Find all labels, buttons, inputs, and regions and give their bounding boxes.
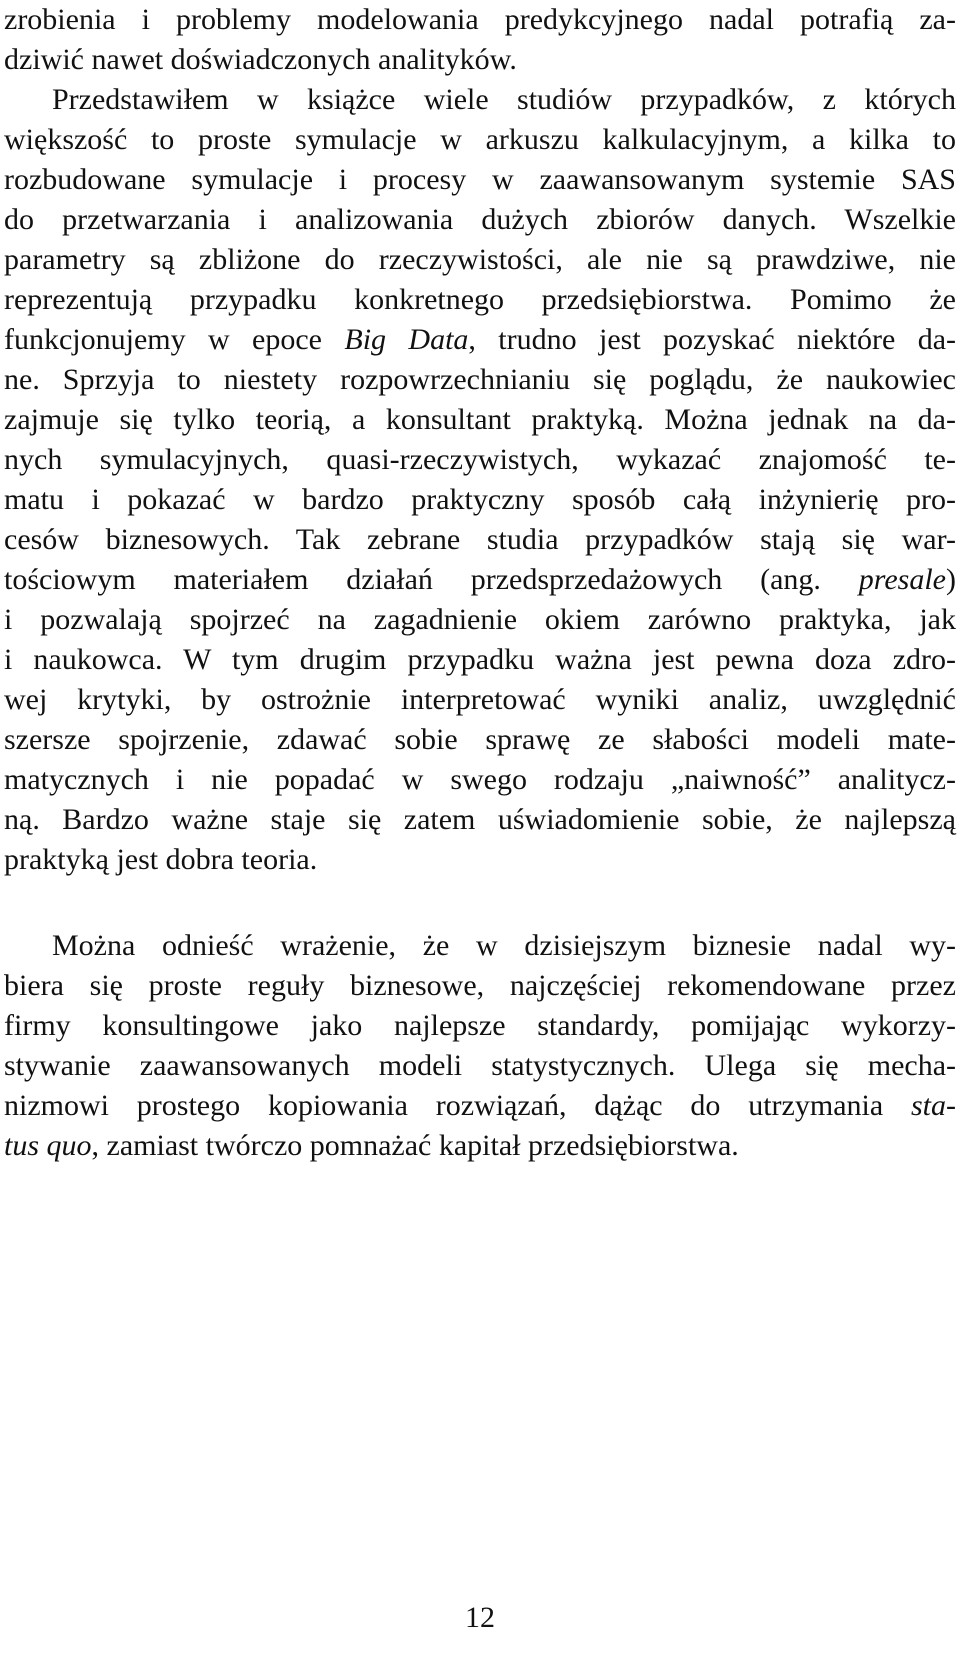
text-line <box>4 120 956 160</box>
text-run: ną. Bardzo ważne staje się zatem uświadomienie sobie, że najlepszą <box>4 803 956 836</box>
text-line <box>4 40 956 80</box>
text-run: do przetwarzania i analizowania dużych zbiorów danych. Wszelkie <box>4 203 956 236</box>
text-line <box>4 840 956 880</box>
text-run: i pozwalają spojrzeć na zagadnienie okiem zarówno praktyka, jak <box>4 603 956 636</box>
text-run: stywanie zaawansowanych modeli statystycznych. Ulega się mecha- <box>4 1049 956 1082</box>
text-line <box>4 360 956 400</box>
text-line <box>4 0 956 40</box>
text-line <box>4 760 956 800</box>
text-run: matycznych i nie popadać w swego rodzaju „naiwność” analitycz- <box>4 763 956 796</box>
text-run: nych symulacyjnych, quasi-rzeczywistych, wykazać znajomość te- <box>4 443 956 476</box>
text-run: parametry są zbliżone do rzeczywistości, ale nie są prawdziwe, nie <box>4 243 956 276</box>
text-run: cesów biznesowych. Tak zebrane studia przypadków stają się war- <box>4 523 956 556</box>
text-line <box>4 560 956 600</box>
text-run: matu i pokazać w bardzo praktyczny sposób całą inżynierię pro- <box>4 483 956 516</box>
text-run: ne. Sprzyja to niestety rozpowrzechnianiu się poglądu, że naukowiec <box>4 363 956 396</box>
text-line <box>4 800 956 840</box>
paragraph <box>4 926 956 1166</box>
italic-text: presale <box>858 563 946 596</box>
text-run: biera się proste reguły biznesowe, najczęściej rekomendowane przez <box>4 969 956 1002</box>
text-line <box>4 1046 956 1086</box>
text-line <box>4 400 956 440</box>
text-run: praktyką jest dobra teoria. <box>4 843 318 876</box>
text-line <box>4 1126 956 1166</box>
text-line <box>4 240 956 280</box>
text-line <box>4 600 956 640</box>
text-line <box>4 280 956 320</box>
text-line <box>4 1006 956 1046</box>
text-line <box>4 640 956 680</box>
text-line <box>4 320 956 360</box>
text-run: wej krytyki, by ostrożnie interpretować wyniki analiz, uwzględnić <box>4 683 956 716</box>
text-line <box>4 520 956 560</box>
text-line <box>4 480 956 520</box>
italic-text: tus quo <box>4 1129 92 1162</box>
text-run: tościowym materiałem działań przedsprzedażowych (ang. <box>4 563 859 596</box>
text-run: dziwić nawet doświadczonych analityków. <box>4 43 517 76</box>
text-run: reprezentują przypadku konkretnego przedsiębiorstwa. Pomimo że <box>4 283 956 316</box>
text-run: Można odnieść wrażenie, że w dzisiejszym biznesie nadal wy- <box>52 929 956 962</box>
page-body <box>4 0 956 1166</box>
text-run: rozbudowane symulacje i procesy w zaawansowanym systemie SAS <box>4 163 956 196</box>
text-line <box>4 720 956 760</box>
text-run: nizmowi prostego kopiowania rozwiązań, dążąc do utrzymania <box>4 1089 911 1122</box>
text-run: i naukowca. W tym drugim przypadku ważna jest pewna doza zdro- <box>4 643 956 676</box>
text-run: większość to proste symulacje w arkuszu kalkulacyjnym, a kilka to <box>4 123 956 156</box>
italic-text: Big Data <box>344 323 469 356</box>
text-run: szersze spojrzenie, zdawać sobie sprawę ze słabości modeli mate- <box>4 723 956 756</box>
text-run: , zamiast twórczo pomnażać kapitał przedsiębiorstwa. <box>91 1129 739 1162</box>
text-line <box>4 1086 956 1126</box>
text-line <box>4 440 956 480</box>
paragraph <box>4 0 956 880</box>
page-number: 12 <box>465 1601 495 1634</box>
text-line <box>4 160 956 200</box>
text-run: Przedstawiłem w książce wiele studiów przypadków, z których <box>52 83 956 116</box>
text-run: zajmuje się tylko teorią, a konsultant praktyką. Można jednak na da- <box>4 403 956 436</box>
text-line <box>4 200 956 240</box>
text-run: , trudno jest pozyskać niektóre da- <box>468 323 956 356</box>
italic-text: sta- <box>911 1089 956 1122</box>
paragraphs <box>4 0 956 1166</box>
text-line <box>4 926 956 966</box>
text-run: zrobienia i problemy modelowania predykcyjnego nadal potrafią za- <box>4 3 956 36</box>
text-line <box>4 680 956 720</box>
text-run: firmy konsultingowe jako najlepsze standardy, pomijając wykorzy- <box>4 1009 956 1042</box>
text-run: ) <box>946 563 956 596</box>
text-run: funkcjonujemy w epoce <box>4 323 345 356</box>
text-line <box>4 966 956 1006</box>
text-line <box>4 80 956 120</box>
